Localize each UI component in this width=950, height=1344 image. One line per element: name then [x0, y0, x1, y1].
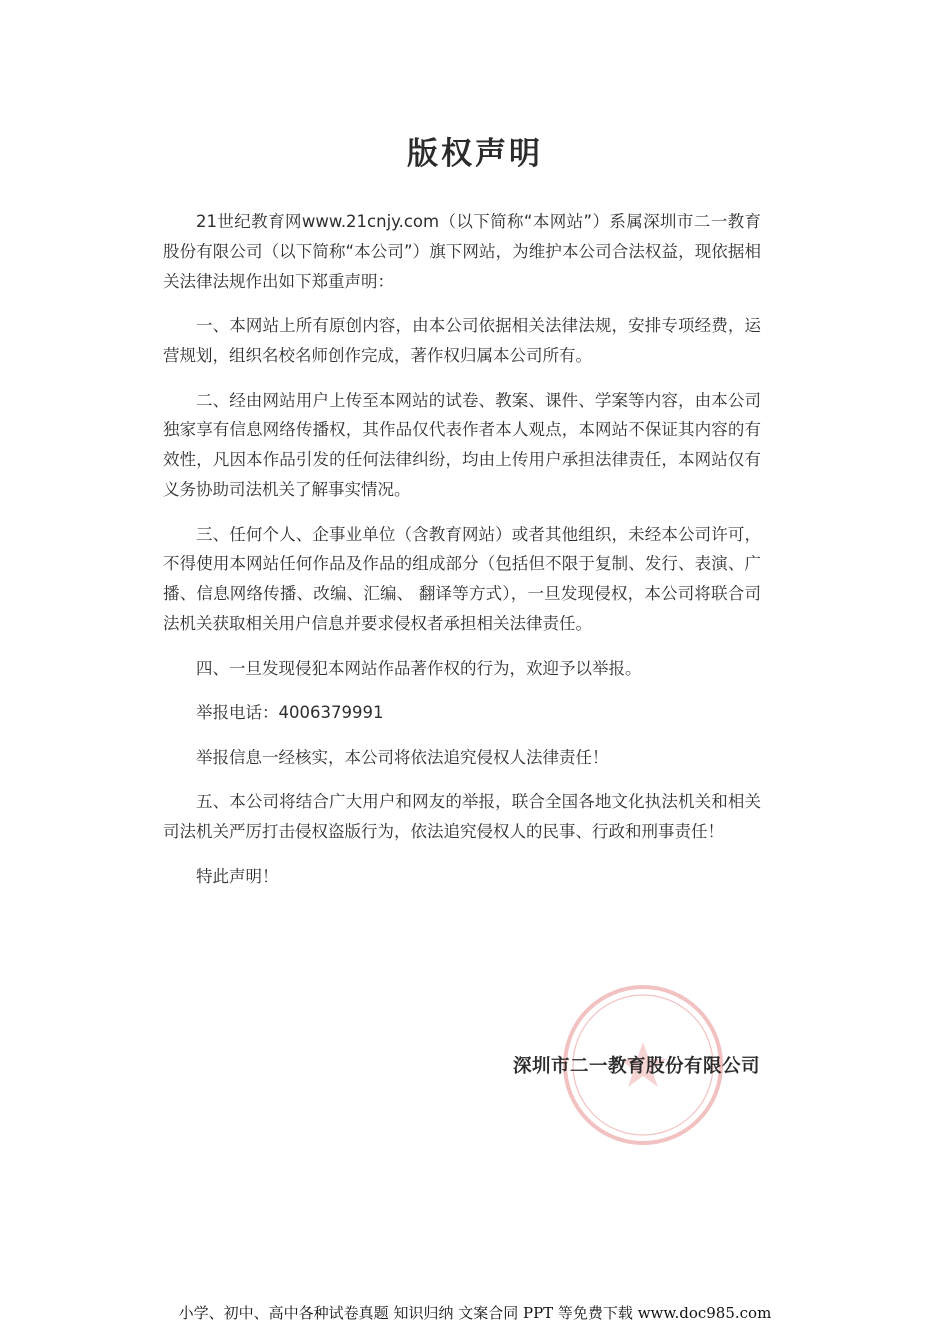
footer-banner: 小学、初中、高中各种试卷真题 知识归纳 文案合同 PPT 等免费下载 www.doc985.com [178, 1304, 772, 1322]
paragraph-clause-5: 五、本公司将结合广大用户和网友的举报，联合全国各地文化执法机关和相关司法机关严厉打击侵权盗版行为，依法追究侵权人的民事、行政和刑事责任！ [163, 792, 761, 842]
document-body [163, 207, 761, 906]
document-title: 版权声明 [407, 136, 543, 172]
paragraph-clause-3: 三、任何个人、企事业单位（含教育网站）或者其他组织，未经本公司许可，不得使用本网站任何作品及作品的组成部分（包括但不限于复制、发行、表演、广播、信息网络传播、改编、汇编、 翻译等方式），一旦发现侵权，本公司将联合司法机关获取相关用户信息并要求侵权者承担相关法律责任。 [163, 524, 761, 633]
report-phone: 举报电话：4006379991 [196, 703, 384, 723]
paragraph-clause-1: 一、本网站上所有原创内容，由本公司依据相关法律法规，安排专项经费，运营规划，组织名校名师创作完成，著作权归属本公司所有。 [163, 316, 761, 365]
report-verification: 举报信息一经核实，本公司将依法追究侵权人法律责任！ [196, 747, 609, 767]
company-signature: 深圳市二一教育股份有限公司 [512, 1056, 760, 1077]
closing-statement: 特此声明！ [196, 866, 279, 886]
paragraph-intro: 21世纪教育网www.21cnjy.com（以下简称“本网站”）系属深圳市二一教育股份有限公司（以下简称“本公司”）旗下网站，为维护本公司合法权益，现依据相关法律法规作出如下郑重声明： [163, 212, 761, 291]
paragraph-clause-4: 四、一旦发现侵犯本网站作品著作权的行为，欢迎予以举报。 [196, 658, 642, 678]
paragraph-clause-2: 二、经由网站用户上传至本网站的试卷、教案、课件、学案等内容，由本公司独家享有信息网络传播权，其作品仅代表作者本人观点，本网站不保证其内容的有效性，凡因本作品引发的任何法律纠纷，均由上传用户承担法律责任，本网站仅有义务协助司法机关了解事实情况。 [163, 390, 761, 499]
